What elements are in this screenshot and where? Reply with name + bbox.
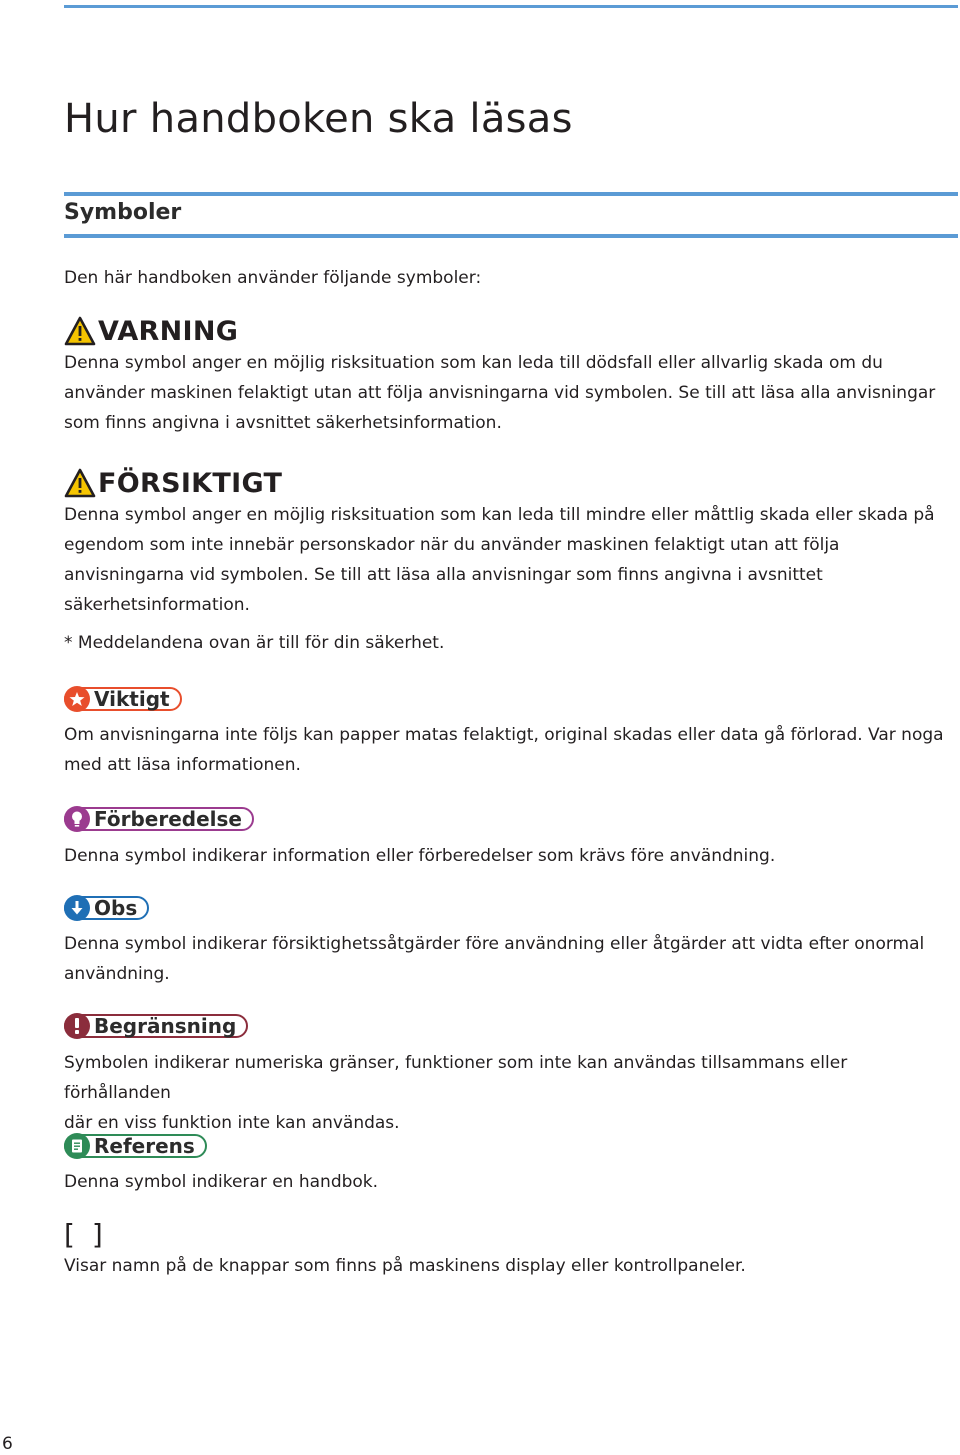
limitation-label: Begränsning — [94, 1014, 237, 1038]
limitation-line: där en viss funktion inte kan användas. — [64, 1113, 400, 1133]
note-text — [64, 929, 958, 989]
brackets-text — [64, 1251, 958, 1281]
page-title: Hur handboken ska läsas — [64, 96, 573, 142]
caution-block — [64, 466, 958, 658]
section-title: Symboler — [64, 200, 182, 225]
star-icon — [64, 686, 90, 712]
warning-triangle-icon — [64, 468, 96, 498]
caution-label: FÖRSIKTIGT — [98, 467, 283, 499]
arrow-down-icon — [64, 895, 90, 921]
warning-line: som finns angivna i avsnittet säkerhetsinformation. — [64, 413, 502, 433]
lightbulb-icon — [64, 806, 90, 832]
important-text — [64, 720, 958, 780]
reference-block — [64, 1134, 958, 1197]
preparation-badge — [64, 807, 254, 831]
reference-badge — [64, 1134, 207, 1158]
preparation-label: Förberedelse — [94, 807, 242, 831]
warning-line: använder maskinen felaktigt utan att följa anvisningarna vid symbolen. Se till att läsa alla anvisningar — [64, 383, 936, 403]
warning-heading — [64, 314, 958, 348]
brackets-symbol: [ ] — [64, 1218, 107, 1251]
safety-note: * Meddelandena ovan är till för din säkerhet. — [64, 633, 445, 653]
brackets-block — [64, 1218, 958, 1281]
note-badge — [64, 896, 149, 920]
preparation-block — [64, 807, 958, 871]
warning-text — [64, 348, 958, 438]
book-icon — [64, 1133, 90, 1159]
reference-text — [64, 1167, 958, 1197]
warning-block — [64, 314, 958, 438]
preparation-text — [64, 841, 958, 871]
note-line: Denna symbol indikerar försiktighetssåtgärder före användning eller åtgärder att vidta efter onormal — [64, 934, 925, 954]
note-line: användning. — [64, 964, 170, 984]
limitation-text — [64, 1048, 958, 1138]
limitation-line: Symbolen indikerar numeriska gränser, funktioner som inte kan användas tillsammans eller förhållanden — [64, 1053, 848, 1103]
important-block — [64, 687, 958, 780]
caution-line: anvisningarna vid symbolen. Se till att läsa alla anvisningar som finns angivna i avsnittet — [64, 565, 823, 585]
important-line: med att läsa informationen. — [64, 755, 301, 775]
warning-triangle-icon — [64, 316, 96, 346]
caution-line: Denna symbol anger en möjlig risksituation som kan leda till mindre eller måttlig skada eller skada på — [64, 505, 935, 525]
important-label: Viktigt — [94, 687, 170, 711]
caution-text — [64, 500, 958, 620]
limitation-block — [64, 1014, 958, 1138]
warning-label: VARNING — [98, 315, 239, 347]
brackets-line: Visar namn på de knappar som finns på maskinens display eller kontrollpaneler. — [64, 1256, 746, 1276]
important-badge — [64, 687, 182, 711]
preparation-line: Denna symbol indikerar information eller förberedelser som krävs före användning. — [64, 846, 776, 866]
intro-text: Den här handboken använder följande symboler: — [64, 268, 482, 288]
warning-line: Denna symbol anger en möjlig risksituation som kan leda till dödsfall eller allvarlig skada om du — [64, 353, 883, 373]
caution-heading — [64, 466, 958, 500]
exclamation-icon — [64, 1013, 90, 1039]
caution-line: egendom som inte innebär personskador när du använder maskinen felaktigt utan att följa — [64, 535, 840, 555]
reference-line: Denna symbol indikerar en handbok. — [64, 1172, 379, 1192]
limitation-badge — [64, 1014, 248, 1038]
caution-line: säkerhetsinformation. — [64, 595, 250, 615]
top-rule — [64, 5, 958, 8]
important-line: Om anvisningarna inte följs kan papper matas felaktigt, original skadas eller data gå förlorad. Var noga — [64, 725, 944, 745]
page-number: 6 — [2, 1434, 13, 1454]
reference-label: Referens — [94, 1134, 195, 1158]
note-label: Obs — [94, 896, 138, 920]
note-block — [64, 896, 958, 989]
section-rule-top — [64, 192, 958, 196]
section-rule-bottom — [64, 234, 958, 238]
